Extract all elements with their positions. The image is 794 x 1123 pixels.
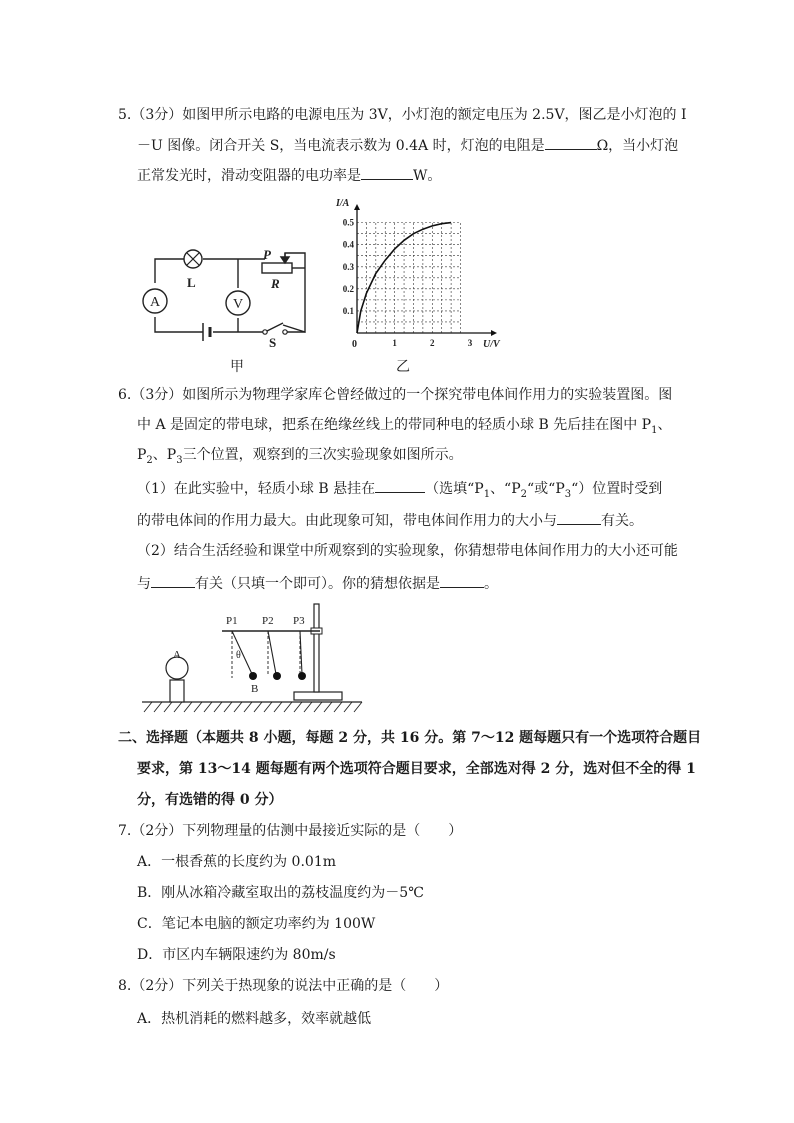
ammeter-label: A xyxy=(149,295,161,310)
q5-blank-power[interactable] xyxy=(361,165,413,180)
y-tick-label: 0.1 xyxy=(342,305,354,316)
q6-line2 xyxy=(137,416,671,434)
q6-line1: 6.（3分）如图所示为物理学家库仑曾经做过的一个探究带电体间作用力的实验装置图。图 xyxy=(118,387,673,403)
q7-option-d[interactable]: D．市区内车辆限速约为 80m/s xyxy=(137,947,336,963)
q6-line5 xyxy=(137,510,643,530)
fig-yi-caption: 乙 xyxy=(396,359,410,375)
q6-line4 xyxy=(137,478,662,498)
q6-line4-e: “）位置时受到 xyxy=(571,481,663,497)
q6-line3-p2: P xyxy=(137,447,147,463)
lamp-label: L xyxy=(187,275,196,290)
section2-line3: 分，有选错的得 0 分） xyxy=(137,792,283,808)
fig-jia-caption: 甲 xyxy=(230,359,244,375)
ball-b-p1 xyxy=(249,672,257,680)
q5-line2 xyxy=(137,135,678,155)
q6-line7-text: 与 xyxy=(137,576,151,592)
q5-line1: 5.（3分）如图甲所示电路的电源电压为 3V，小灯泡的额定电压为 2.5V，图乙是小灯泡的 I xyxy=(118,107,687,123)
q7-option-c[interactable]: C．笔记本电脑的额定功率约为 100W xyxy=(137,916,376,932)
ball-b-p3 xyxy=(298,672,306,680)
voltmeter-label: V xyxy=(232,297,244,312)
q5-line3-tail: W。 xyxy=(413,168,442,184)
q6-line4-s1: 1 xyxy=(483,488,491,500)
ball-a-label: A xyxy=(173,649,181,661)
x-tick-label: 3 xyxy=(467,338,473,348)
q5-line2-tail: Ω，当小灯泡 xyxy=(596,138,679,154)
q6-line4-s2: 2 xyxy=(520,488,528,500)
x-tick-label: 1 xyxy=(392,338,397,348)
theta-label: θ xyxy=(236,650,241,661)
p1-label: P1 xyxy=(226,615,238,627)
x-axis-label: U/V xyxy=(483,339,500,350)
q6-line5-tail: 有关。 xyxy=(601,513,643,529)
y-tick-label: 0.3 xyxy=(342,261,354,272)
ball-b-label: B xyxy=(251,683,259,695)
q6-line3-p2-sub: 2 xyxy=(146,454,153,466)
q5-blank-resistance[interactable] xyxy=(545,135,597,150)
q8-stem: 8.（2分）下列关于热现象的说法中正确的是（ ） xyxy=(118,978,449,994)
y-axis-arrow xyxy=(354,204,360,210)
y-tick-label: 0.2 xyxy=(342,283,354,294)
origin-label: 0 xyxy=(352,339,357,350)
q6-line6: （2）结合生活经验和课堂中所观察到的实验现象，你猜想带电体间作用力的大小还可能 xyxy=(137,543,678,559)
q6-line4-text: （1）在此实验中，轻质小球 B 悬挂在 xyxy=(137,481,376,497)
iu-graph xyxy=(335,196,505,351)
ground-hatching xyxy=(144,702,362,712)
q5-line3 xyxy=(137,165,441,185)
p3-label: P3 xyxy=(293,615,305,627)
q7-stem: 7.（2分）下列物理量的估测中最接近实际的是（ ） xyxy=(118,823,463,839)
q5-line2-text: －U 图像。闭合开关 S，当电流表示数为 0.4A 时，灯泡的电阻是 xyxy=(137,138,545,154)
rheostat-label: R xyxy=(271,276,280,291)
q6-line7 xyxy=(137,573,498,593)
q6-line3-mid: 、P xyxy=(152,447,177,463)
switch-label: S xyxy=(269,335,277,348)
q6-line3 xyxy=(137,446,463,464)
p2-label: P2 xyxy=(262,615,274,627)
q6-blank-position[interactable] xyxy=(375,478,425,493)
q5-line3-text: 正常发光时，滑动变阻器的电功率是 xyxy=(137,168,361,184)
section2-line1: 二、选择题（本题共 8 小题，每题 2 分，共 16 分。第 7～12 题每题只有一个选项符合题目 xyxy=(118,730,702,746)
y-axis-label: I/A xyxy=(336,198,350,209)
q6-blank-factor[interactable] xyxy=(557,510,601,525)
q6-line4-s3: 3 xyxy=(564,488,572,500)
y-tick-label: 0.5 xyxy=(342,217,354,228)
q7-option-a[interactable]: A．一根香蕉的长度约为 0.01m xyxy=(137,854,337,870)
ball-b-p2 xyxy=(273,672,281,680)
q8-option-a[interactable]: A．热机消耗的燃料越多，效率就越低 xyxy=(137,1011,372,1027)
q7-option-b[interactable]: B．刚从冰箱冷藏室取出的荔枝温度约为－5℃ xyxy=(137,885,424,901)
section2-line2: 要求，第 13～14 题每题有两个选项符合题目要求，全部选对得 2 分，选对但不全的得 1 xyxy=(137,761,696,777)
x-tick-label: 2 xyxy=(430,338,435,348)
q6-line3-p3-sub: 3 xyxy=(176,454,183,466)
lamp-symbol xyxy=(184,250,202,268)
q6-line2-end: 、 xyxy=(657,417,672,433)
circuit-diagram xyxy=(135,243,315,348)
q6-line3-end: 三个位置，观察到的三次实验现象如图所示。 xyxy=(182,447,463,463)
q6-line5-text: 的带电体间的作用力最大。由此现象可知，带电体间作用力的大小与 xyxy=(137,513,557,529)
q6-line4-b: （选填“P xyxy=(425,481,484,497)
q6-line4-d: “或“P xyxy=(527,481,565,497)
y-tick-label: 0.4 xyxy=(342,239,354,250)
slider-label: P xyxy=(263,247,271,262)
q6-blank-basis[interactable] xyxy=(440,573,484,588)
q6-line2-text: 中 A 是固定的带电球，把系在绝缘丝线上的带同种电的轻质小球 B 先后挂在图中 P xyxy=(137,417,652,433)
q6-line7-mid: 有关（只填一个即可）。你的猜想依据是 xyxy=(195,576,440,592)
q6-line2-sub: 1 xyxy=(651,424,658,436)
q6-line4-c: 、“P xyxy=(490,481,521,497)
x-axis-arrow xyxy=(491,330,497,336)
iu-axes xyxy=(354,204,497,336)
iu-grid xyxy=(357,223,461,333)
q6-blank-guess[interactable] xyxy=(151,573,195,588)
coulomb-apparatus xyxy=(142,600,367,718)
q6-line7-end: 。 xyxy=(484,576,498,592)
ball-a xyxy=(166,657,188,702)
